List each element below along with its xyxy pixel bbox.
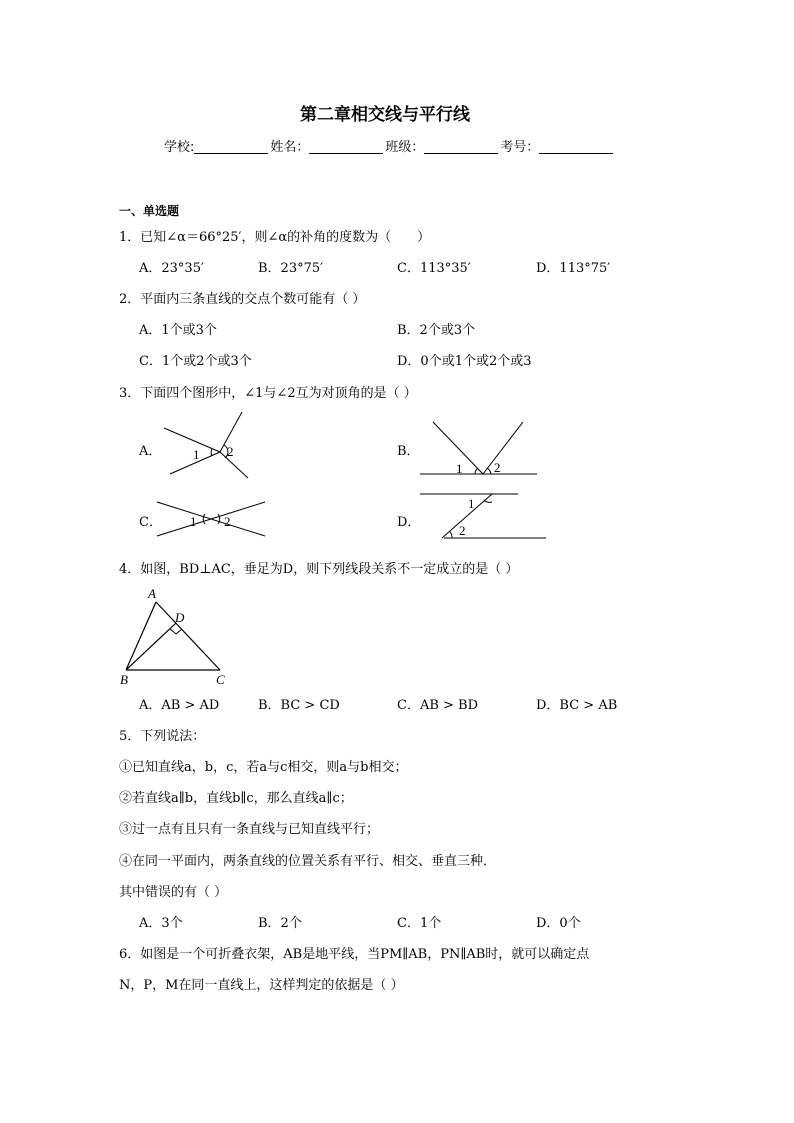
- question-5-statement-4: ④在同一平面内，两条直线的位置关系有平行、相交、垂直三种．: [119, 854, 497, 869]
- class-blank[interactable]: [424, 141, 498, 154]
- question-3-figure-b: [415, 418, 545, 488]
- question-5-question-line: 其中错误的有（ ）: [119, 885, 228, 900]
- question-1-option-a[interactable]: A．23°35′: [139, 261, 204, 276]
- student-info-row: [164, 141, 615, 154]
- angle-2-label: 2: [227, 444, 234, 459]
- question-4-stem: 4．如图，BD⊥AC，垂足为D，则下列线段关系不一定成立的是（ ）: [119, 562, 519, 577]
- vertex-b-label: B: [120, 672, 128, 686]
- question-4-option-d[interactable]: D．BC > AB: [536, 698, 618, 713]
- exam-number-label: 考号：: [500, 140, 540, 155]
- class-label: 班级：: [385, 140, 425, 155]
- question-3-stem: 3．下面四个图形中，∠1与∠2互为对顶角的是（ ）: [119, 386, 417, 401]
- question-3-figure-a: [150, 412, 270, 482]
- question-5-statement-3: ③过一点有且只有一条直线与已知直线平行；: [119, 822, 380, 837]
- exam-number-blank[interactable]: [539, 141, 613, 154]
- name-blank[interactable]: [309, 141, 383, 154]
- angle-2-label: 2: [224, 514, 231, 529]
- question-5-statement-2: ②若直线a∥b，直线b∥c，那么直线a∥c；: [119, 791, 353, 806]
- question-2-option-b[interactable]: B．2个或3个: [397, 323, 476, 338]
- question-4-option-b[interactable]: B．BC > CD: [258, 698, 340, 713]
- school-label: 学校:: [164, 140, 195, 155]
- question-1-option-d[interactable]: D．113°75′: [536, 261, 611, 276]
- name-label: 姓名：: [270, 140, 310, 155]
- question-2-option-c[interactable]: C．1个或2个或3个: [139, 354, 252, 369]
- question-4-triangle-figure: [118, 586, 238, 686]
- question-1-stem: 1．已知∠α＝66°25′，则∠α的补角的度数为（ ）: [119, 230, 431, 245]
- angle-1-label: 1: [190, 514, 197, 529]
- question-5-option-c[interactable]: C．1个: [397, 916, 442, 931]
- question-4-option-c[interactable]: C．AB > BD: [397, 698, 479, 713]
- angle-1-label: 1: [193, 447, 200, 462]
- question-5-option-b[interactable]: B．2个: [258, 916, 302, 931]
- angle-1-label: 1: [468, 496, 475, 511]
- question-3-figure-d: [418, 488, 548, 548]
- angle-1-label: 1: [456, 461, 463, 476]
- question-6-stem-line-2: N，P，M在同一直线上，这样判定的依据是（ ）: [119, 978, 404, 993]
- question-5-stem: 5．下列说法：: [119, 729, 206, 744]
- angle-2-label: 2: [459, 523, 466, 538]
- question-2-option-a[interactable]: A．1个或3个: [139, 323, 217, 338]
- question-5-option-a[interactable]: A．3个: [139, 916, 183, 931]
- question-1-option-b[interactable]: B．23°75′: [258, 261, 324, 276]
- question-3-figure-c: [145, 500, 275, 540]
- question-5-statement-1: ①已知直线a，b，c，若a与c相交，则a与b相交；: [119, 760, 408, 775]
- page-title: 第二章相交线与平行线: [300, 105, 470, 125]
- vertex-d-label: D: [175, 610, 185, 625]
- vertex-c-label: C: [216, 672, 225, 686]
- question-3-option-a[interactable]: A．: [139, 444, 162, 459]
- question-6-stem-line-1: 6．如图是一个可折叠衣架，AB是地平线，当PM∥AB，PN∥AB时，就可以确定点: [119, 947, 590, 962]
- question-4-option-a[interactable]: A．AB > AD: [139, 698, 220, 713]
- section-title: 一、单选题: [119, 204, 180, 218]
- question-2-stem: 2．平面内三条直线的交点个数可能有（ ）: [119, 292, 366, 307]
- question-2-option-d[interactable]: D．0个或1个或2个或3: [397, 354, 532, 369]
- question-3-option-d[interactable]: D．: [397, 515, 421, 530]
- question-5-option-d[interactable]: D．0个: [536, 916, 581, 931]
- question-1-option-c[interactable]: C．113°35′: [397, 261, 471, 276]
- question-3-option-b[interactable]: B．: [397, 444, 420, 459]
- vertex-a-label: A: [148, 586, 156, 601]
- angle-2-label: 2: [494, 460, 501, 475]
- question-3-option-c[interactable]: C．: [139, 515, 162, 530]
- school-blank[interactable]: [194, 141, 268, 154]
